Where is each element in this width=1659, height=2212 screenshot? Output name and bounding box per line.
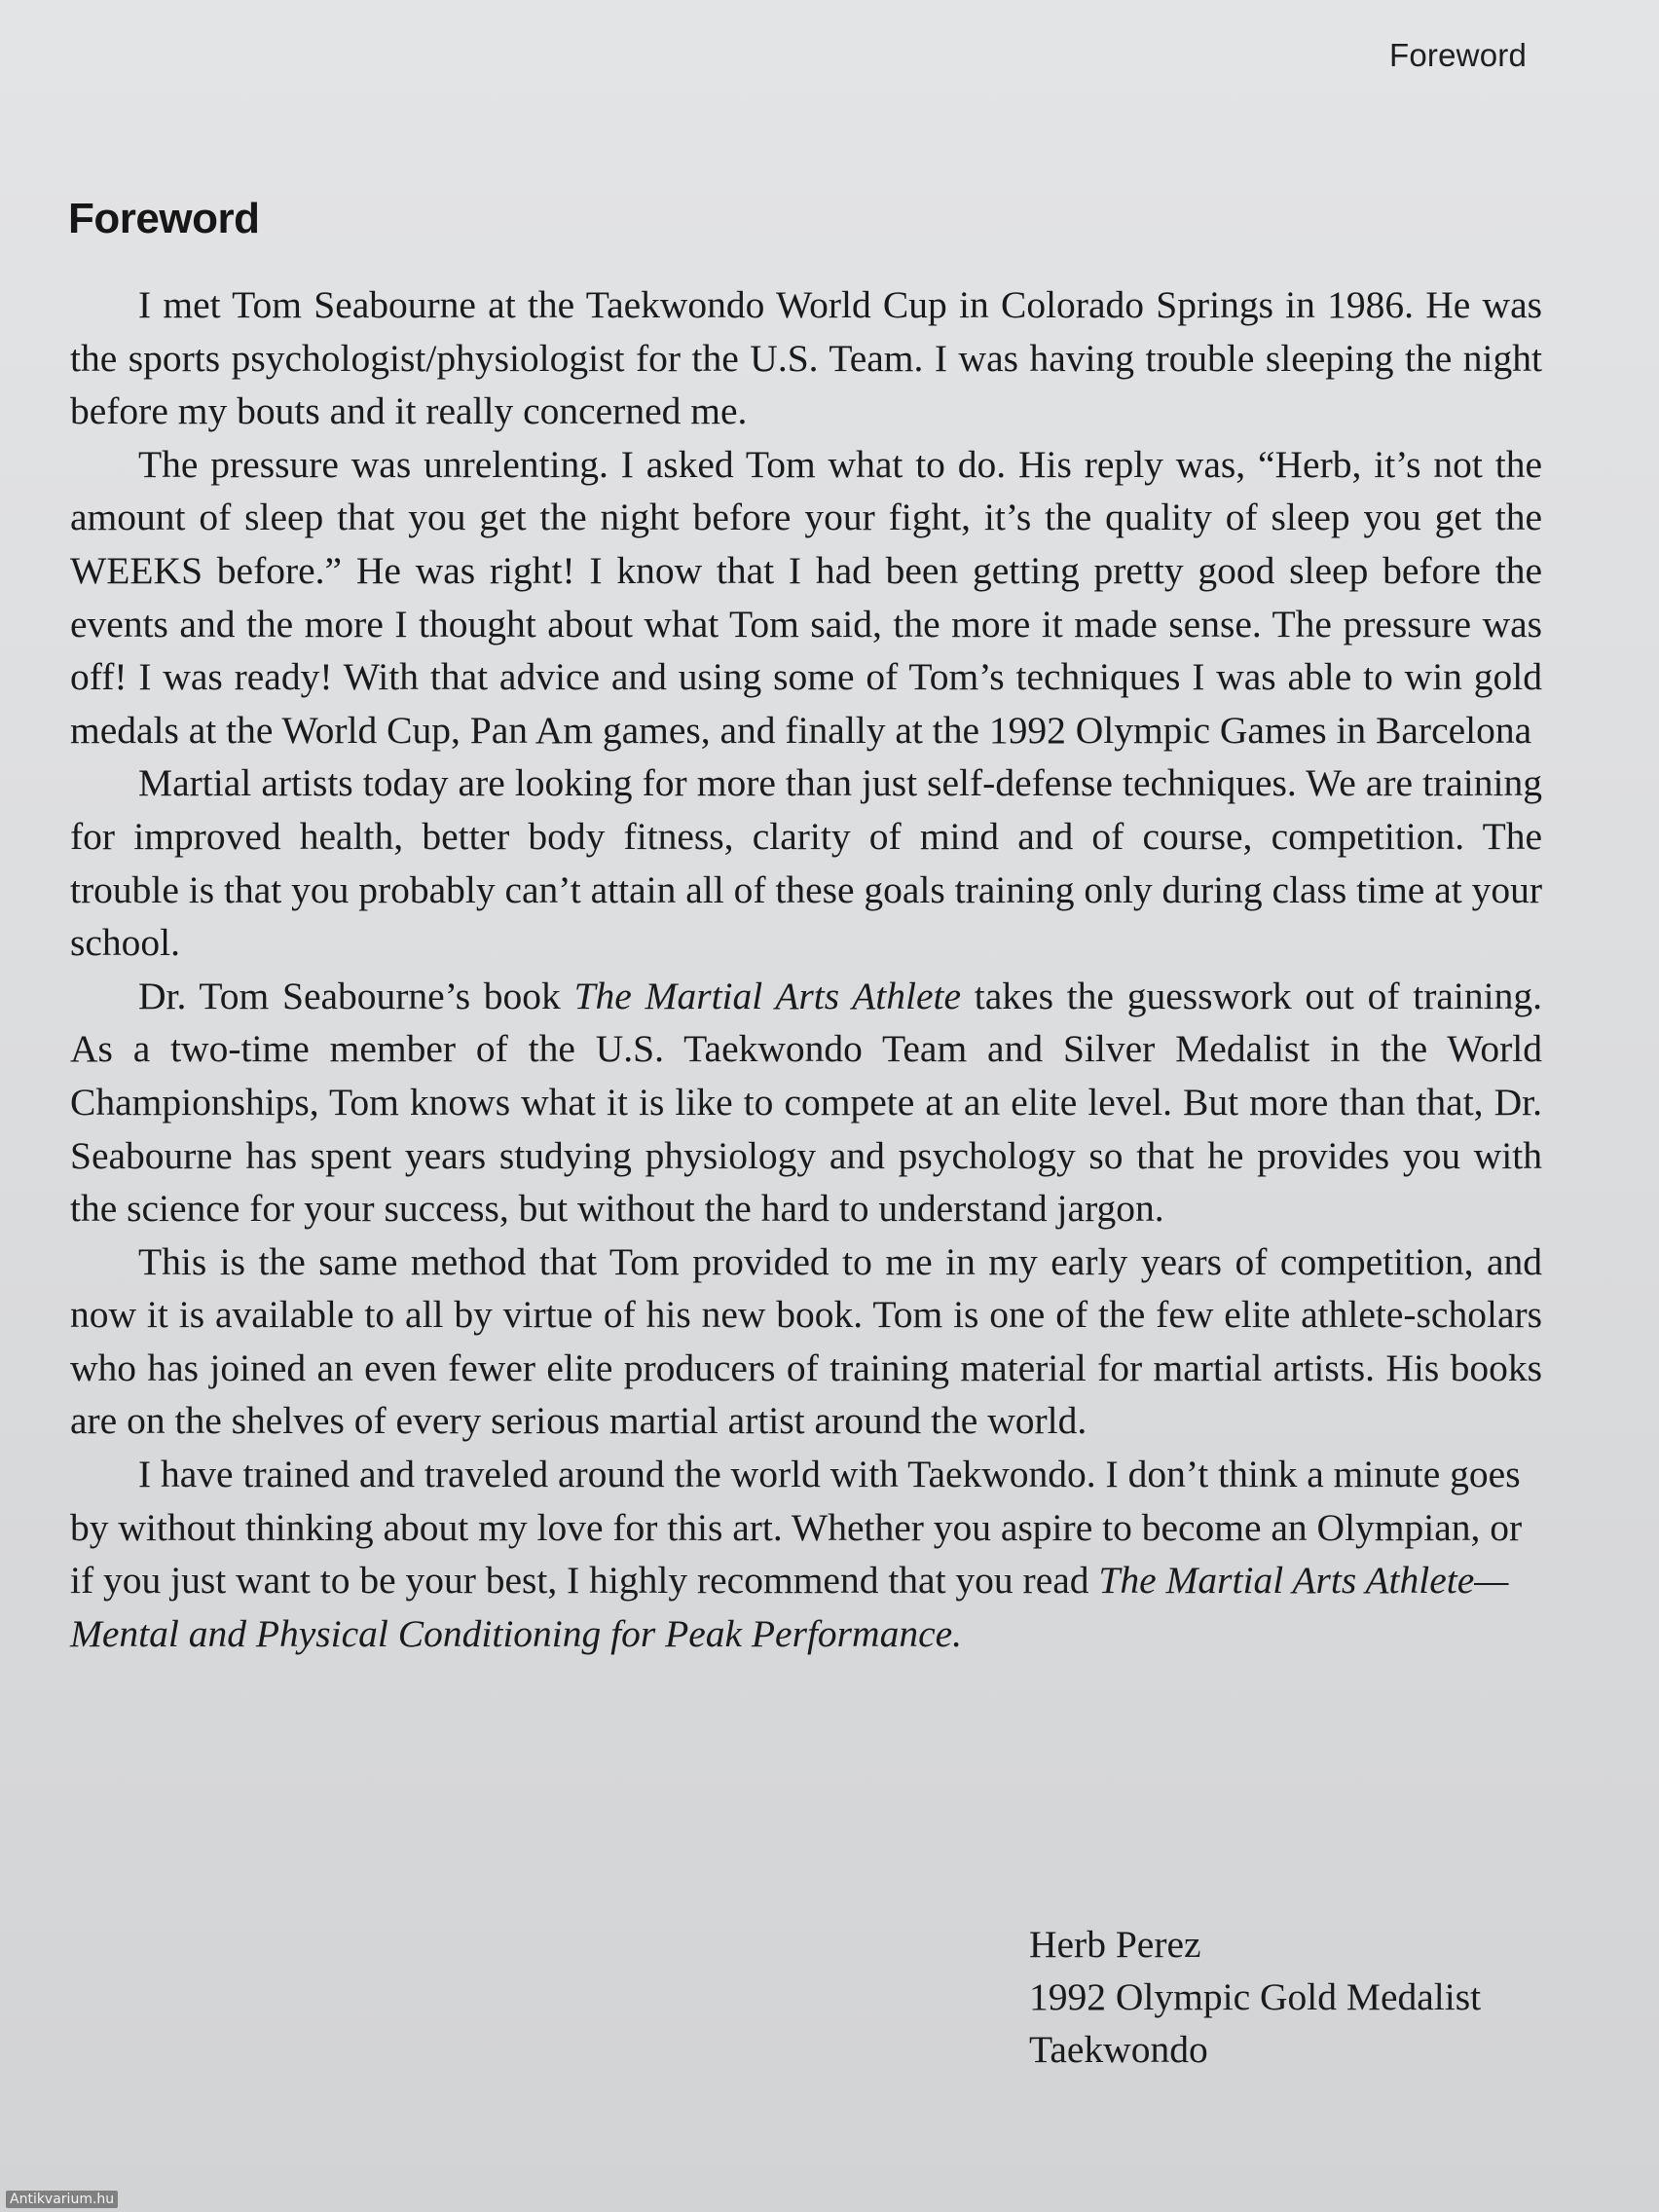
paragraph-1: I met Tom Seabourne at the Taekwondo World Cup in Colorado Springs in 1986. He was the sports psychologist/physiologist for the U.S. Team. I was having trouble sleeping the night before my bouts and it really concerned me. (70, 283, 1542, 433)
paragraph-4-rest: takes the guesswork out of training. As a two-time member of the U.S. Taekwondo Team and Silver Medalist in the World Championships, Tom knows what it is like to compete at an elite level. But more than that, Dr. Seabourne has spent years studying physiology and psychology so that he provides you with the science for your success, but without the hard to understand jargon. (70, 974, 1543, 1231)
signature-sport: Taekwondo (1029, 2028, 1208, 2071)
signature-name: Herb Perez (1029, 1923, 1201, 1966)
page-title: Foreword (68, 195, 260, 242)
paragraph-6-lead: I have trained and traveled around the world with Taekwondo. I don’t think a minute goes by without thinking about my love for this art. Whether you aspire to become an Olympian, or if you just want to be your best, I highly recommend that you read (70, 1453, 1523, 1603)
paragraph-5: This is the same method that Tom provided to me in my early years of competition, and now it is available to all by virtue of his new book. Tom is one of the few elite athlete-scholars who has joined an even fewer elite producers of training material for martial artists. His books are on the shelves of every serious martial artist around the world. (70, 1239, 1542, 1443)
paragraph-4 (70, 970, 1542, 1235)
book-title: The Martial Arts Athlete (573, 974, 962, 1017)
foreword-body (70, 278, 1542, 1660)
watermark-logo: Antikvarium.hu (6, 2191, 118, 2208)
running-head: Foreword (1389, 37, 1527, 73)
signature-block (1029, 1918, 1481, 2076)
signature-title: 1992 Olympic Gold Medalist (1029, 1975, 1482, 2018)
paragraph-4-lead: Dr. Tom Seabourne’s book (138, 974, 574, 1017)
book-full-title: The Martial Arts Athlete—Mental and Physical Conditioning for Peak Performance. (70, 1559, 1509, 1655)
paragraph-2: The pressure was unrelenting. I asked Tom what to do. His reply was, “Herb, it’s not the amount of sleep that you get the night before your fight, it’s the quality of sleep you get the WEEKS before.” He was right! I know that I had been getting pretty good sleep before the events and the more I thought about what Tom said, the more it made sense. The pressure was off! I was ready! With that advice and using some of Tom’s techniques I was able to win gold medals at the World Cup, Pan Am games, and finally at the 1992 Olympic Games in Barcelona (70, 442, 1542, 752)
paragraph-6 (70, 1448, 1542, 1660)
paragraph-3: Martial artists today are looking for more than just self-defense techniques. We are training for improved health, better body fitness, clarity of mind and of course, competition. The trouble is that you probably can’t attain all of these goals training only during class time at your school. (70, 761, 1542, 965)
